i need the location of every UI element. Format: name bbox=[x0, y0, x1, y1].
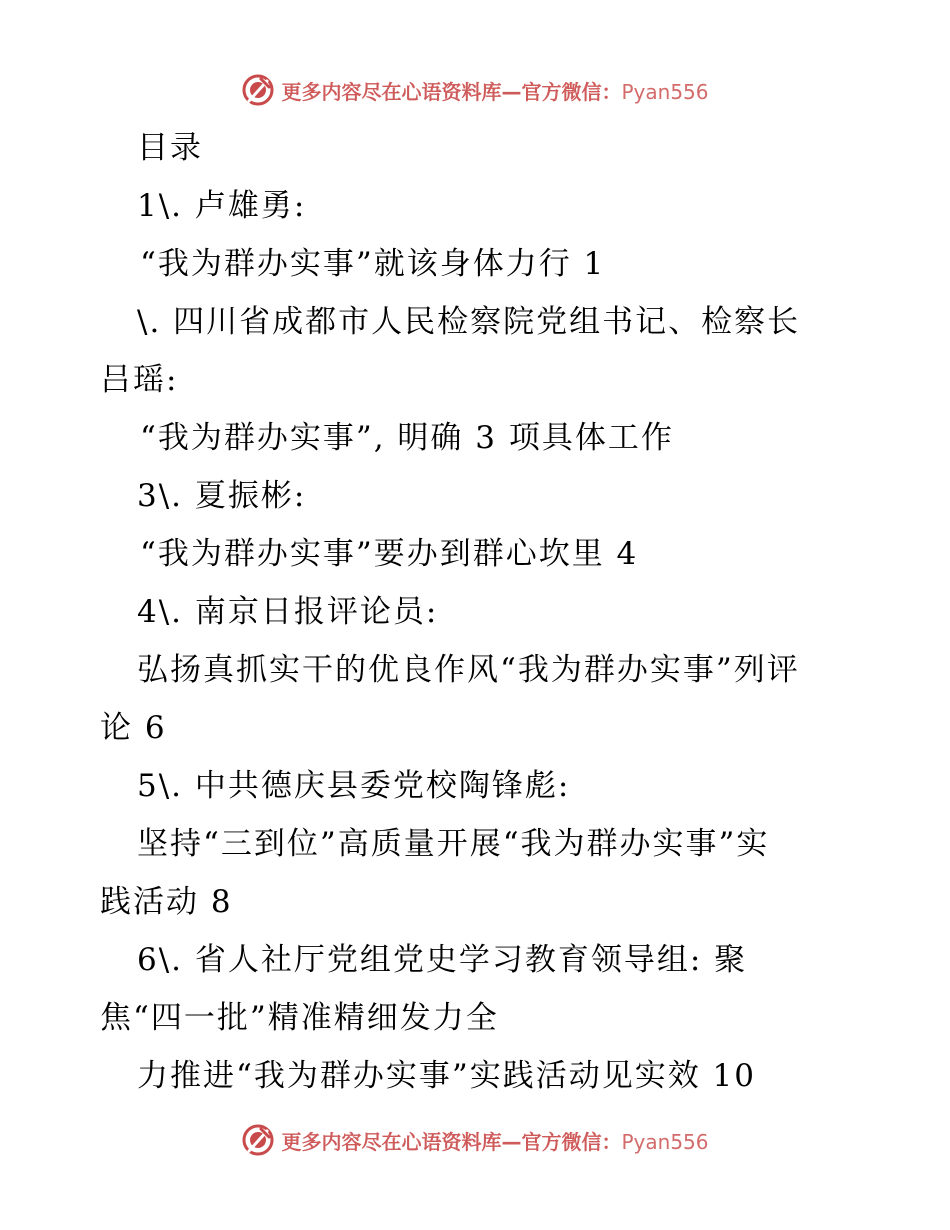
toc-entry-2-author-cont: 吕瑶: bbox=[100, 362, 179, 398]
toc-entry-3-title: “我为群办实事”要办到群心坎里 4 bbox=[140, 536, 639, 572]
toc-entry-2-author: \. 四川省成都市人民检察院党组书记、检察长 bbox=[137, 304, 801, 340]
toc-entry-5-title-cont: 践活动 8 bbox=[100, 884, 233, 920]
watermark-banner-top bbox=[0, 68, 950, 112]
toc-entry-3-author: 3\. 夏振彬: bbox=[137, 478, 307, 514]
watermark-text: 更多内容尽在心语资料库—官方微信：Pyan556 bbox=[281, 79, 709, 104]
toc-entry-4-title: 弘扬真抓实干的优良作风“我为群办实事”列评 bbox=[137, 652, 800, 688]
toc-entry-4-author: 4\. 南京日报评论员: bbox=[137, 594, 439, 630]
pen-seal-icon bbox=[241, 73, 275, 107]
toc-entry-5-author: 5\. 中共德庆县委党校陶锋彪: bbox=[137, 768, 571, 804]
toc-entry-5-title: 坚持“三到位”高质量开展“我为群办实事”实 bbox=[137, 826, 770, 862]
toc-entry-1-title: “我为群办实事”就该身体力行 1 bbox=[140, 246, 606, 282]
toc-entry-6-author: 6\. 省人社厅党组党史学习教育领导组: 聚 bbox=[137, 942, 748, 978]
pen-seal-icon bbox=[241, 1123, 275, 1157]
toc-entry-6-title-cont: 力推进“我为群办实事”实践活动见实效 10 bbox=[137, 1058, 756, 1094]
watermark-text: 更多内容尽在心语资料库—官方微信：Pyan556 bbox=[281, 1129, 709, 1154]
toc-entry-2-title: “我为群办实事”, 明确 3 项具体工作 bbox=[140, 420, 674, 456]
watermark-banner-bottom bbox=[0, 1118, 950, 1162]
toc-entry-1-author: 1\. 卢雄勇: bbox=[137, 188, 307, 224]
toc-entry-6-title: 焦“四一批”精准精细发力全 bbox=[100, 1000, 499, 1036]
toc-title: 目录 bbox=[137, 130, 203, 166]
toc-entry-4-title-cont: 论 6 bbox=[100, 710, 167, 746]
